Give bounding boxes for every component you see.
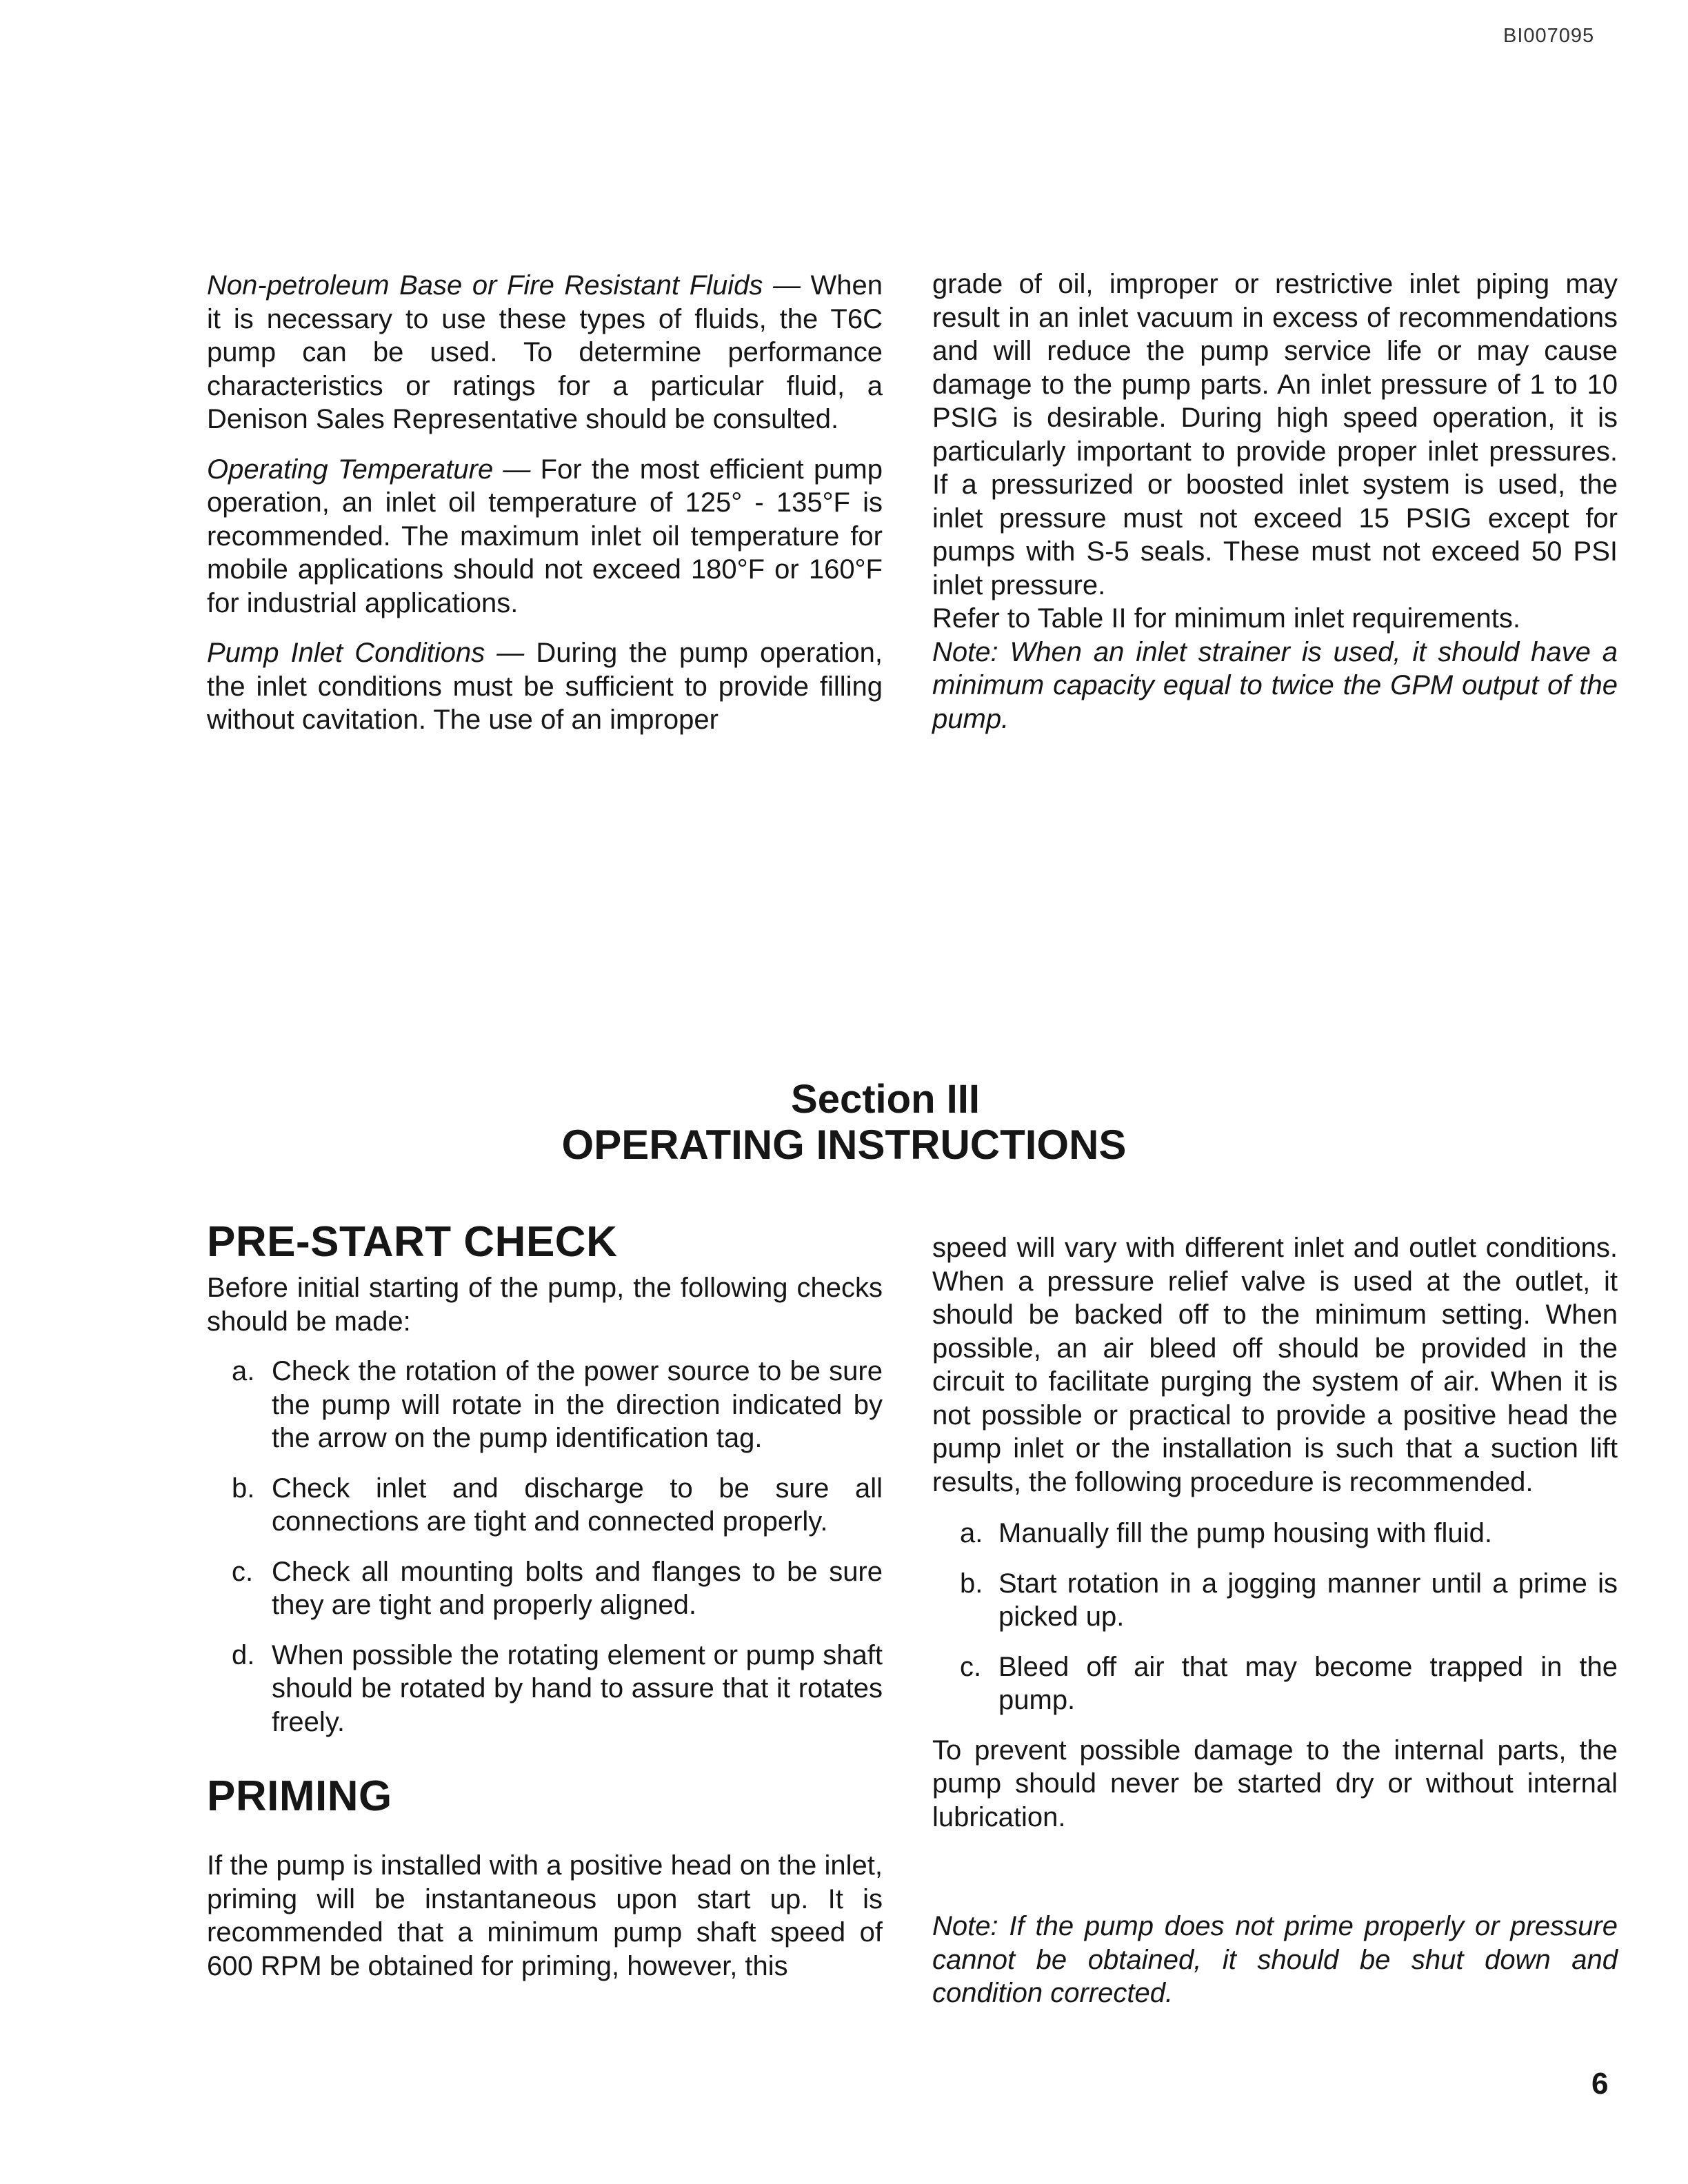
list-item-text: Check inlet and discharge to be sure all connections are tight and connected properly.	[272, 1473, 883, 1537]
list-item	[932, 1650, 1618, 1717]
internal-damage-paragraph: To prevent possible damage to the internal parts, the pump should never be started dry or without internal lubrication.	[932, 1735, 1618, 1832]
paragraph-text: When it is necessary to use these types of fluids, the T6C pump can be used. To determine performance characteristics or ratings for a particular fluid, a Denison Sales Representative should be consulted.	[207, 270, 883, 434]
non-petroleum-fluids-paragraph	[207, 269, 883, 436]
table-reference-paragraph: Refer to Table II for minimum inlet requirements.	[932, 603, 1520, 634]
list-item	[207, 1472, 883, 1539]
list-item-label: d.	[232, 1639, 255, 1670]
list-item	[932, 1517, 1618, 1550]
paragraph-lead: Operating Temperature —	[207, 454, 531, 485]
top-left-column	[207, 269, 883, 737]
list-item-text: Manually fill the pump housing with fluid.	[998, 1518, 1492, 1548]
list-item	[207, 1355, 883, 1455]
priming-heading: PRIMING	[207, 1772, 392, 1820]
priming-procedure-list	[932, 1517, 1618, 1717]
list-item-text: Start rotation in a jogging manner until a prime is picked up.	[998, 1568, 1618, 1632]
list-item	[207, 1639, 883, 1739]
paragraph-text: During the pump operation, the inlet conditions must be sufficient to provide filling without cavitation. The use of an improper	[207, 638, 883, 735]
paragraph-lead: Pump Inlet Conditions —	[207, 638, 525, 668]
list-item-label: c.	[960, 1651, 982, 1682]
list-item-label: a.	[232, 1356, 255, 1386]
section-heading	[0, 1077, 1688, 1168]
list-item-text: When possible the rotating element or pump shaft should be rotated by hand to assure that it rotates freely.	[272, 1639, 883, 1737]
page-number: 6	[1591, 2067, 1609, 2101]
priming-note: Note: If the pump does not prime properly or pressure cannot be obtained, it should be shut down and condition corrected.	[932, 1911, 1618, 2008]
operating-temperature-paragraph	[207, 453, 883, 620]
priming-paragraph: If the pump is installed with a positive head on the inlet, priming will be instantaneous upon start up. It is recommended that a minimum pump shaft speed of 600 RPM be obtained for priming, however, this	[207, 1850, 883, 1981]
list-item	[207, 1555, 883, 1622]
list-item-text: Bleed off air that may become trapped in the pump.	[998, 1651, 1618, 1715]
pre-start-intro: Before initial starting of the pump, the following checks should be made:	[207, 1273, 883, 1337]
list-item	[932, 1567, 1618, 1634]
pre-start-checklist	[207, 1355, 883, 1739]
section-title: Section III	[791, 1077, 980, 1122]
paragraph-lead: Non-petroleum Base or Fire Resistant Fluids —	[207, 270, 801, 301]
list-item-label: b.	[960, 1568, 983, 1599]
list-item-label: c.	[232, 1556, 254, 1587]
pump-inlet-conditions-paragraph	[207, 636, 883, 737]
list-item-label: b.	[232, 1473, 255, 1504]
list-item-label: a.	[960, 1518, 983, 1548]
document-id: BI007095	[1503, 25, 1595, 47]
paragraph-text: For the most efficient pump operation, an inlet oil temperature of 125° - 135°F is recommended. The maximum inlet oil temperature for mobile applications should not exceed 180°F or 160°F for industrial applications.	[207, 454, 883, 618]
top-right-column	[932, 267, 1618, 736]
priming-speed-paragraph: speed will vary with different inlet and outlet conditions. When a pressure relief valve is used at the outlet, it should be backed off to the minimum setting. When possible, an air bleed off should be provided in the circuit to facilitate purging the system of air. When it is not possible or practical to provide a positive head the pump inlet or the installation is such that a suction lift results, the following procedure is recommended.	[932, 1233, 1618, 1497]
strainer-note: Note: When an inlet strainer is used, it should have a minimum capacity equal to twice the GPM output of the pump.	[932, 636, 1618, 734]
inlet-pressure-paragraph: grade of oil, improper or restrictive inlet piping may result in an inlet vacuum in excess of recommendations and will reduce the pump service life or may cause damage to the pump parts. An inlet pressure of 1 to 10 PSIG is desirable. During high speed operation, it is particularly important to provide proper inlet pressures. If a pressurized or boosted inlet system is used, the inlet pressure must not exceed 15 PSIG except for pumps with S-5 seals. These must not exceed 50 PSI inlet pressure.	[932, 269, 1618, 600]
pre-start-check-heading: PRE-START CHECK	[207, 1218, 618, 1266]
section-subtitle: OPERATING INSTRUCTIONS	[561, 1122, 1127, 1168]
pre-start-column	[207, 1217, 883, 1983]
list-item-text: Check all mounting bolts and flanges to be sure they are tight and properly aligned.	[272, 1556, 883, 1620]
priming-continued-column	[932, 1231, 1618, 2010]
list-item-text: Check the rotation of the power source to be sure the pump will rotate in the direction indicated by the arrow on the pump identification tag.	[272, 1356, 883, 1453]
